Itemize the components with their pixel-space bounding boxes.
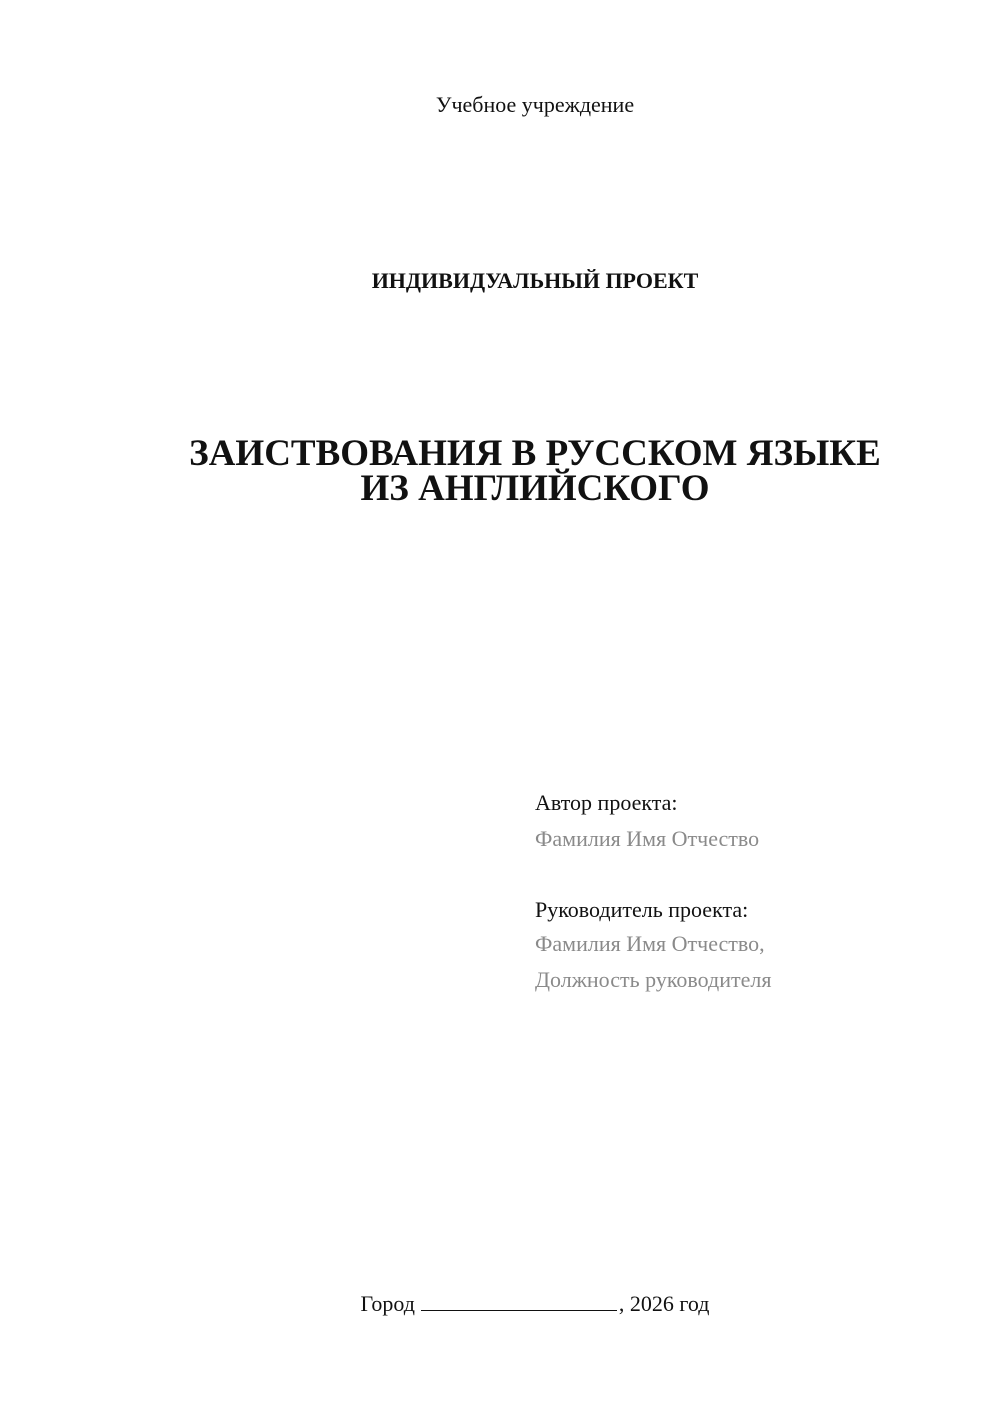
supervisor-name: Фамилия Имя Отчество, xyxy=(535,931,765,956)
project-title-line-1: ЗАИСТВОВАНИЯ В РУССКОМ ЯЗЫКЕ xyxy=(189,433,881,474)
project-title xyxy=(0,433,1000,509)
author-name: Фамилия Имя Отчество xyxy=(535,826,760,851)
supervisor-position: Должность руководителя xyxy=(535,967,772,992)
project-title-line-2: ИЗ АНГЛИЙСКОГО xyxy=(360,468,710,509)
city-year-line xyxy=(0,1290,1000,1317)
institution-name: Учебное учреждение xyxy=(435,92,635,117)
city-blank-line xyxy=(421,1290,617,1311)
city-label: Город xyxy=(360,1291,415,1316)
year-text: , 2026 год xyxy=(618,1291,710,1316)
project-type: ИНДИВИДУАЛЬНЫЙ ПРОЕКТ xyxy=(371,268,699,293)
author-label: Автор проекта: xyxy=(535,790,678,815)
supervisor-label: Руководитель проекта: xyxy=(535,897,749,922)
